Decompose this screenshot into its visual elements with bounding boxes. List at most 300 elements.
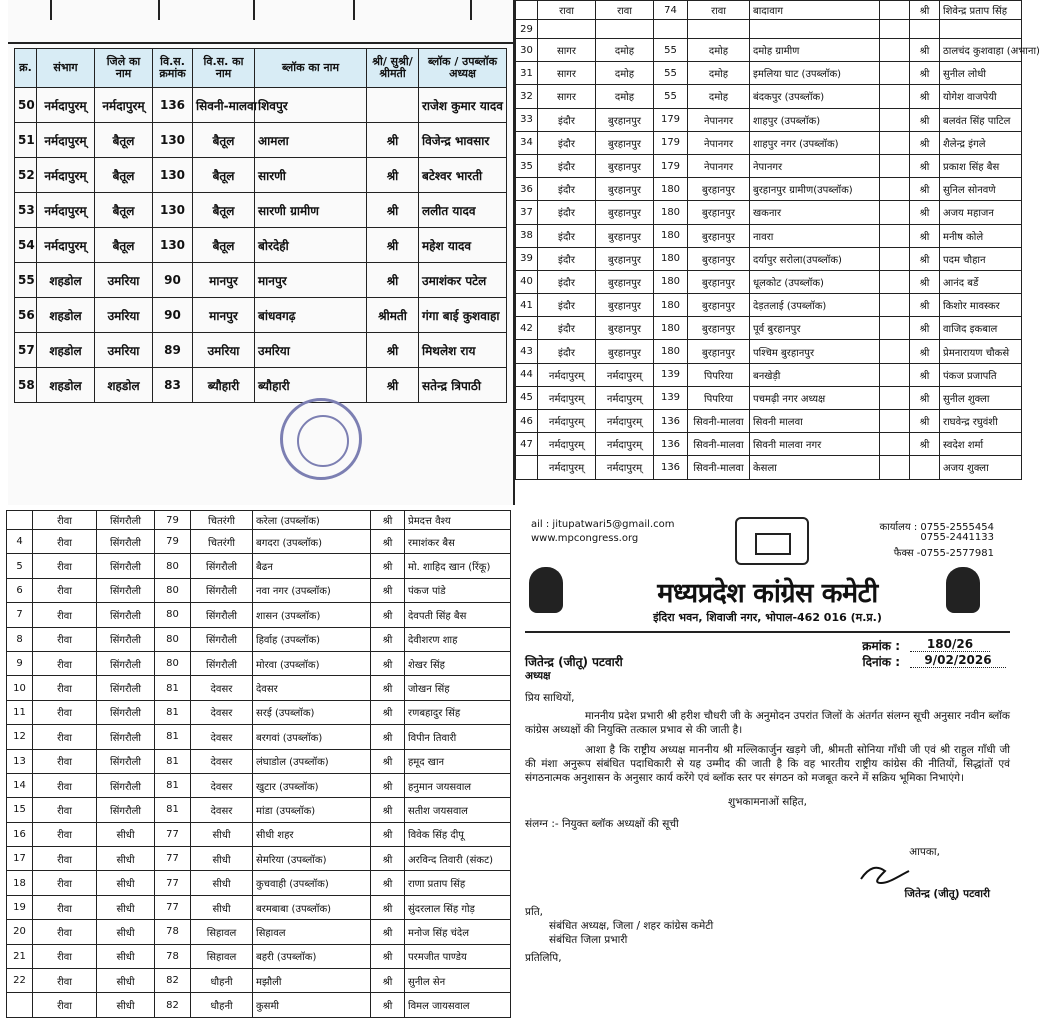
table-row [7,895,511,919]
table-cell: बैतूल [193,158,255,193]
table-cell [538,20,596,39]
table-cell: परमजीत पाण्डेय [405,944,511,968]
table-cell: सिहावल [191,920,253,944]
table-cell: पचमढ़ी नगर अध्यक्ष [750,386,880,409]
table-cell: सिवनी मालवा नगर [750,433,880,456]
table-cell: श्री [371,651,405,675]
table-cell: 77 [155,822,191,846]
table-cell: शिवपुर [255,88,367,123]
table-cell: बैतूल [193,193,255,228]
table-cell: इंदौर [538,131,596,154]
table-cell: श्री [910,178,940,201]
table-cell: 77 [155,871,191,895]
table-cell: रीवा [33,871,97,895]
table-cell: बैतूल [95,228,153,263]
table-cell: रीवा [33,798,97,822]
table-cell: बुरहानपुर [688,317,750,340]
table-cell: 52 [15,158,37,193]
table-cell: रमाशंकर बैस [405,530,511,554]
date-label: दिनांक : [862,655,900,669]
table-cell: 83 [153,368,193,403]
table-cell: सिंगरौली [191,578,253,602]
table-cell: नर्मदापुरम् [596,363,654,386]
table-cell: सीधी [97,895,155,919]
table-cell: सीधी [191,895,253,919]
table-cell: नर्मदापुरम् [37,158,95,193]
table-row [516,317,1022,340]
table-cell: रावा [596,1,654,20]
table-cell: 10 [7,676,33,700]
table-cell: 34 [516,131,538,154]
table-cell: श्री [910,201,940,224]
table-cell: पंकज प्रजापति [940,363,1022,386]
table-cell: बुरहानपुर [688,340,750,363]
table-cell: श्री [371,847,405,871]
table-cell: 16 [7,822,33,846]
table-row [7,944,511,968]
table-cell: इंदौर [538,270,596,293]
table-row [7,993,511,1017]
table-cell: धूलकोट (उपब्लॉक) [750,270,880,293]
table-cell: 130 [153,123,193,158]
closing-line: आपका, [909,846,940,858]
table-cell: ललीत यादव [419,193,507,228]
table-cell: श्री [371,895,405,919]
table-cell: शहडोल [37,263,95,298]
table-cell: सीधी [191,871,253,895]
table-cell: रीवा [33,749,97,773]
ref-number: 180/26 [910,637,990,652]
table-cell: श्री [371,627,405,651]
table-row [7,773,511,797]
office-phone: कार्यालय : 0755-2555454 [879,522,994,533]
table-cell: श्री [910,154,940,177]
table-row [7,749,511,773]
table-row [516,20,1022,39]
table-cell [880,178,910,201]
table-cell: देवसर [191,773,253,797]
table-cell: बगदरा (उपब्लॉक) [253,530,371,554]
table-cell: श्री [371,530,405,554]
table-row [15,193,507,228]
column-header: ब्लॉक का नाम [255,49,367,88]
table-cell [880,224,910,247]
table-cell: बोरदेही [255,228,367,263]
divider [525,631,1010,633]
table-cell: देवसर [253,676,371,700]
table-cell: 89 [153,333,193,368]
table-cell: श्री [367,368,419,403]
table-cell: सिंगरौली [97,773,155,797]
table-cell: बुरहानपुर [596,247,654,270]
table-cell: हिर्वाह (उपब्लॉक) [253,627,371,651]
table-cell: नेपानगर [750,154,880,177]
table-cell: 136 [654,456,688,479]
table-cell: करेला (उपब्लॉक) [253,511,371,530]
table-cell: 136 [654,410,688,433]
table-cell: सीधी [97,944,155,968]
table-row [15,368,507,403]
table-row [7,554,511,578]
table-cell: स्वदेश शर्मा [940,433,1022,456]
table-cell: श्रीमती [367,298,419,333]
table-cell: श्री [371,969,405,993]
salutation: प्रिय साथियों, [525,692,575,704]
table-cell: श्री [367,263,419,298]
table-cell: नर्मदापुरम् [37,88,95,123]
table-cell: रीवा [33,944,97,968]
table-cell [880,247,910,270]
table-cell: श्री [910,62,940,85]
table-cell: 13 [7,749,33,773]
table-cell: पूर्व बुरहानपुर [750,317,880,340]
table-cell: श्री [371,578,405,602]
table-cell: सरई (उपब्लॉक) [253,700,371,724]
table-cell: श्री [371,822,405,846]
table-cell: दमोह [596,39,654,62]
table-cell: 80 [155,627,191,651]
table-cell: अरविन्द तिवारी (संकट) [405,847,511,871]
fax-number: फैक्स -0755-2577981 [893,548,994,559]
table-row [15,263,507,298]
table-cell [596,20,654,39]
table-cell: नर्मदापुरम् [538,456,596,479]
table-cell: सिंगरौली [191,603,253,627]
table-cell: 53 [15,193,37,228]
table-cell: श्री [367,158,419,193]
table-cell: ठालचंद कुशवाहा (अभाना) [940,39,1022,62]
table-cell: सिहावल [191,944,253,968]
table-cell: बुरहानपुर [596,154,654,177]
table-row [516,294,1022,317]
table-cell: सिंगरौली [97,578,155,602]
table-cell: 36 [516,178,538,201]
table-cell: अजय महाजन [940,201,1022,224]
table-cell: सीधी [97,920,155,944]
table-cell: प्रकाश सिंह बैस [940,154,1022,177]
table-cell: देवसर [191,725,253,749]
table-cell: श्री [371,749,405,773]
table-row [516,247,1022,270]
table-cell [910,20,940,39]
table-cell: श्री [910,317,940,340]
table-cell: 136 [153,88,193,123]
table-row [516,201,1022,224]
table-cell: दमोह [688,62,750,85]
table-cell [880,456,910,479]
table-cell: सिंगरौली [97,627,155,651]
table-cell [880,294,910,317]
table-cell: श्री [371,676,405,700]
table-cell: 139 [654,386,688,409]
table-cell: मानपुर [193,263,255,298]
table-cell: नेपानगर [688,108,750,131]
table-cell [750,20,880,39]
table-row [7,969,511,993]
table-row [516,108,1022,131]
table-cell: बुरहानपुर [688,178,750,201]
table-cell [7,993,33,1017]
table-cell: श्री [910,410,940,433]
table-row [516,456,1022,479]
table-cell [516,456,538,479]
table-cell: श्री [910,85,940,108]
table-cell: 43 [516,340,538,363]
table-cell: आनंद बर्डे [940,270,1022,293]
table-cell: प्रेमदत्त वैश्य [405,511,511,530]
table-cell: बुरहानपुर [596,294,654,317]
table-cell: श्री [371,920,405,944]
table-row [15,158,507,193]
table-cell: बहरी (उपब्लॉक) [253,944,371,968]
table-cell: 139 [654,363,688,386]
table-cell: इंदौर [538,294,596,317]
table-cell: सिंगरौली [191,627,253,651]
table-cell: नर्मदापुरम् [538,363,596,386]
table-cell: नावरा [750,224,880,247]
table-cell: सागर [538,39,596,62]
table-cell: 35 [516,154,538,177]
cc-line-1: संबंधित अध्यक्ष, जिला / शहर कांग्रेस कमेटी [549,920,714,932]
table-cell: 14 [7,773,33,797]
table-cell: नर्मदापुरम् [596,456,654,479]
table-cell: 130 [153,228,193,263]
office-phone-2: 0755-2441133 [920,532,994,543]
table-row [7,920,511,944]
table-cell: सिवनी मालवा [750,410,880,433]
office-seal-stamp [280,398,362,480]
table-cell: सीधी [97,871,155,895]
appointment-list-panel-1 [8,0,513,505]
table-cell [880,154,910,177]
table-row [516,224,1022,247]
table-cell: श्री [367,123,419,158]
table-cell: नर्मदापुरम् [95,88,153,123]
table-cell: ब्यौहारी [255,368,367,403]
table-cell: सीधी शहर [253,822,371,846]
table-cell: नर्मदापुरम् [37,193,95,228]
table-cell: जोखन सिंह [405,676,511,700]
table-cell: रीवा [33,511,97,530]
table-cell: इंदौर [538,340,596,363]
table-cell: रीवा [33,822,97,846]
table-cell: बुरहानपुर [596,131,654,154]
table-cell: बुरहानपुर [688,247,750,270]
table-cell: बरमबाबा (उपब्लॉक) [253,895,371,919]
table-cell: 130 [153,193,193,228]
table-cell [880,1,910,20]
table-cell: 41 [516,294,538,317]
table-cell: विवेक सिंह दीपू [405,822,511,846]
table-cell: सीधी [97,822,155,846]
table-cell: मिथलेश राय [419,333,507,368]
table-cell [880,386,910,409]
table-cell: मानपुर [193,298,255,333]
table-cell: इंदौर [538,317,596,340]
table-cell: 80 [155,603,191,627]
signature-mark [855,861,915,887]
table-cell: सिंगरौली [97,651,155,675]
table-row [516,154,1022,177]
table-row [15,298,507,333]
table-cell: रीवा [33,700,97,724]
sender-title: अध्यक्ष [525,670,551,682]
table-row [7,627,511,651]
table-cell: पंकज पांडे [405,578,511,602]
table-cell: उमरिया [255,333,367,368]
table-cell: बुरहानपुर [688,270,750,293]
table-cell: रीवा [33,773,97,797]
table-row [7,511,511,530]
letterhead-title: मध्यप्रदेश कांग्रेस कमेटी [657,578,878,609]
table-cell: 50 [15,88,37,123]
table-cell [688,20,750,39]
table-cell: 179 [654,131,688,154]
cropped-table-strip [8,0,513,44]
table-cell: 55 [654,39,688,62]
table-cell: 17 [7,847,33,871]
table-cell: 18 [7,871,33,895]
table-cell: देवसर [191,700,253,724]
table-cell: 31 [516,62,538,85]
table-cell: 81 [155,676,191,700]
table-row [516,270,1022,293]
table-cell: सुनिल सोनवणे [940,178,1022,201]
table-cell: 11 [7,700,33,724]
table-cell: रीवा [33,676,97,700]
table-cell: 180 [654,178,688,201]
table-cell: पदम चौहान [940,247,1022,270]
table-cell: बादावाग [750,1,880,20]
table-cell: सिंगरौली [97,603,155,627]
table-cell: शैलेन्द्र इंगले [940,131,1022,154]
table-cell: श्री [371,993,405,1017]
table-cell: दमोह [596,62,654,85]
table-cell: बटेश्वर भारती [419,158,507,193]
table-cell: देवसर [191,798,253,822]
table-cell [880,39,910,62]
table-cell: 47 [516,433,538,456]
table-cell: बैढन [253,554,371,578]
letterhead-address: इंदिरा भवन, शिवाजी नगर, भोपाल-462 016 (म.प्र.) [653,611,882,624]
table-cell: नर्मदापुरम् [596,410,654,433]
table-cell: दमोह [596,85,654,108]
appointment-list-panel-3 [6,510,510,1024]
table-cell: उमरिया [95,263,153,298]
table-cell: 6 [7,578,33,602]
table-cell: 80 [155,554,191,578]
table-cell: 12 [7,725,33,749]
table-cell: श्री [910,108,940,131]
letterhead-top [525,515,1010,571]
table-cell: राणा प्रताप सिंह [405,871,511,895]
table-cell: राजेश कुमार यादव [419,88,507,123]
table-cell: सिंगरौली [97,749,155,773]
table-cell: 51 [15,123,37,158]
column-header: जिले का नाम [95,49,153,88]
table-cell: उमरिया [95,333,153,368]
table-cell: नर्मदापुरम् [596,386,654,409]
table-cell: बुरहानपुर [596,178,654,201]
table-cell: सिंगरौली [97,530,155,554]
table-cell: शिवेन्द्र प्रताप सिंह [940,1,1022,20]
table-cell: सिवनी-मालवा [193,88,255,123]
table-cell: श्री [910,294,940,317]
table-cell [880,85,910,108]
table-cell: विपीन तिवारी [405,725,511,749]
table-cell: सिंगरौली [97,798,155,822]
table-cell: 82 [155,969,191,993]
table-cell: रीवा [33,920,97,944]
table-cell [880,317,910,340]
table-cell: रीवा [33,627,97,651]
table-cell: बुरहानपुर [596,224,654,247]
table-cell: 79 [155,530,191,554]
table-cell: शाहपुर (उपब्लॉक) [750,108,880,131]
congress-letter [515,515,1020,1024]
table-cell: 8 [7,627,33,651]
table-cell: बैतूल [95,193,153,228]
table-cell: 77 [155,847,191,871]
table-cell: मनीष कोले [940,224,1022,247]
table-cell: 56 [15,298,37,333]
table-cell: सिवनी-मालवा [688,433,750,456]
table-cell: 45 [516,386,538,409]
table-cell [880,340,910,363]
table-cell: श्री [367,228,419,263]
table-cell: सुनील शुक्ला [940,386,1022,409]
ref-row [525,637,1010,653]
table-cell: 39 [516,247,538,270]
table-cell: वाजिद इकबाल [940,317,1022,340]
table-cell: हमूद खान [405,749,511,773]
table-cell: कुचवाही (उपब्लॉक) [253,871,371,895]
table-cell: बांधवगढ़ [255,298,367,333]
table-cell: सारणी ग्रामीण [255,193,367,228]
table-cell: हनुमान जयसवाल [405,773,511,797]
column-header: वि.स. क्रमांक [153,49,193,88]
table-cell: मनोज सिंह चंदेल [405,920,511,944]
table-cell: श्री [910,247,940,270]
table-cell: श्री [371,603,405,627]
table-cell: 90 [153,263,193,298]
ref-label: क्रमांक : [862,639,900,653]
table-cell: सुनील सेन [405,969,511,993]
table-cell: शाहपुर नगर (उपब्लॉक) [750,131,880,154]
appointment-table-2 [515,0,1040,480]
table-cell: बैतूल [95,123,153,158]
table-cell: इंदौर [538,108,596,131]
table-cell: बुरहानपुर ग्रामीण(उपब्लॉक) [750,178,880,201]
table-cell: राघवेन्द्र रघुवंशी [940,410,1022,433]
table-cell: शहडोल [37,368,95,403]
table-cell: देवपती सिंह बैस [405,603,511,627]
table-cell: सीधी [191,847,253,871]
table-cell: 55 [15,263,37,298]
table-cell: श्री [910,224,940,247]
table-cell: 80 [155,651,191,675]
table-cell: 180 [654,224,688,247]
table-cell: बैतूल [193,228,255,263]
column-header: क्र. [15,49,37,88]
table-cell: श्री [371,511,405,530]
table-cell: श्री [910,433,940,456]
table-row [7,725,511,749]
table-cell: इंदौर [538,154,596,177]
table-row [516,410,1022,433]
table-cell: श्री [910,340,940,363]
table-cell: रीवा [33,554,97,578]
